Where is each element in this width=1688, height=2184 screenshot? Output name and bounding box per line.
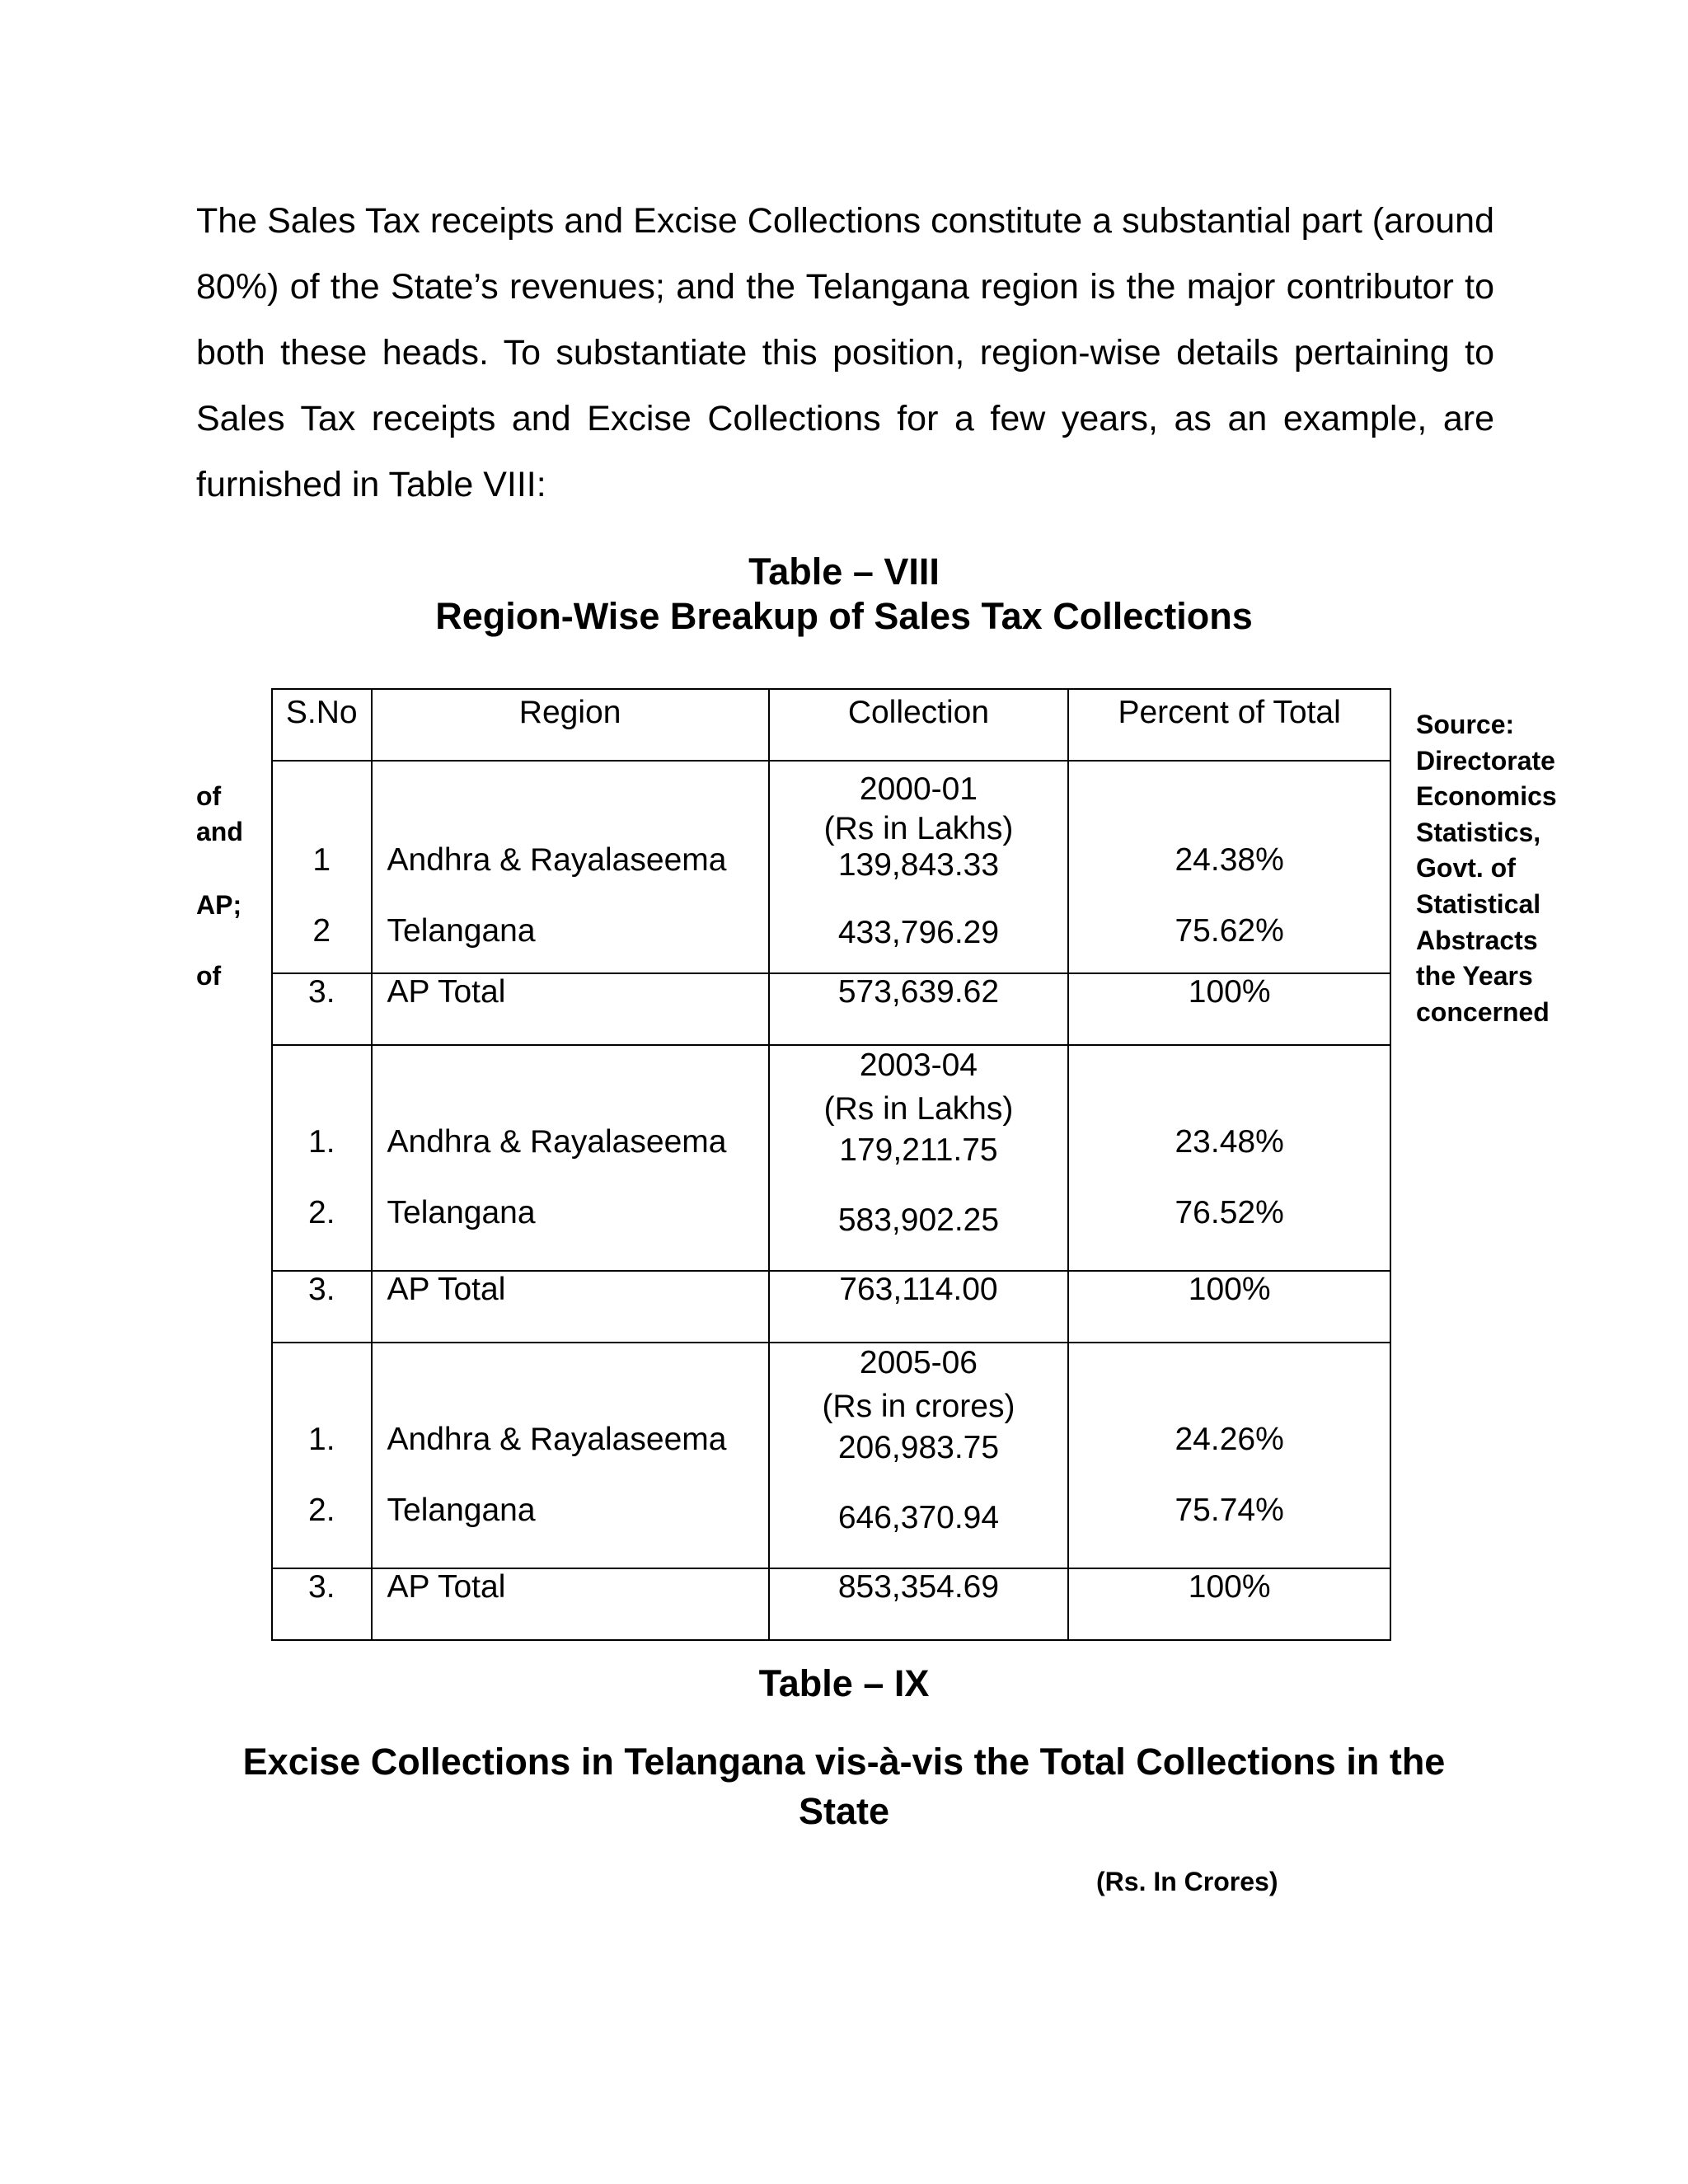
source-line: Economics [1416,781,1557,812]
table-total-row [272,1568,1390,1640]
percent-cell: 100% [1068,1568,1390,1640]
sno-cell: 1. 2. [272,1045,372,1271]
region-cell: AP Total [372,1568,769,1640]
table-total-row [272,973,1390,1045]
header-cell: S.No [272,689,372,761]
source-line: Source: [1416,710,1515,739]
table-total-row [272,1271,1390,1343]
collection-cell: 853,354.69 [769,1568,1069,1640]
collection-cell: 2003-04 (Rs in Lakhs) 179,211.75 583,902.25 [769,1045,1069,1271]
percent-cell: 100% [1068,973,1390,1045]
sno-cell: 3. [272,973,372,1045]
collection-cell: 573,639.62 [769,973,1069,1045]
percent-cell: 100% [1068,1271,1390,1343]
table-row-group [272,1343,1390,1568]
table-viii-label: Table – VIII [748,551,940,593]
source-line: the Years [1416,961,1533,991]
source-note [1416,707,1557,1030]
margin-fragment: AP; [196,890,242,920]
percent-cell: 24.38% 75.62% [1068,761,1390,973]
sales-tax-table [271,688,1391,1641]
collection-cell: 763,114.00 [769,1271,1069,1343]
margin-fragment: of [196,961,222,991]
percent-cell: 24.26% 75.74% [1068,1343,1390,1568]
sno-cell: 1 2 [272,761,372,973]
units-note: (Rs. In Crores) [1096,1867,1278,1896]
sno-cell: 1. 2. [272,1343,372,1568]
percent-cell: 23.48% 76.52% [1068,1045,1390,1271]
margin-fragment: of [196,781,222,811]
source-line: Statistics, [1416,817,1541,847]
source-line: Govt. of [1416,853,1516,883]
table-ix-title-line2: State [798,1790,890,1832]
source-line: Directorate [1416,745,1555,776]
region-cell: Andhra & Rayalaseema Telangana [372,761,769,973]
table-row-group [272,1045,1390,1271]
header-cell: Collection [769,689,1069,761]
collection-cell: 2005-06 (Rs in crores) 206,983.75 646,370.94 [769,1343,1069,1568]
sno-cell: 3. [272,1271,372,1343]
region-cell: Andhra & Rayalaseema Telangana [372,1045,769,1271]
source-line: concerned [1416,996,1550,1027]
table-header-row [272,689,1390,761]
source-line: Statistical [1416,888,1541,919]
region-cell: Andhra & Rayalaseema Telangana [372,1343,769,1568]
sno-cell: 3. [272,1568,372,1640]
table-viii-title: Region-Wise Breakup of Sales Tax Collections [435,595,1253,637]
table-row-group [272,761,1390,973]
margin-fragment: and [196,817,243,846]
region-cell: AP Total [372,973,769,1045]
intro-paragraph: The Sales Tax receipts and Excise Collections constitute a substantial part (around 80%) of the State’s revenues; and the Telangana region is the major contributor to both these heads. To substantiate this position, region-wise details pertaining to Sales Tax receipts and Excise Collections for a few years, as an example, are furnished in Table VIII: [196,201,1494,504]
table-ix-title-line1: Excise Collections in Telangana vis-à-vis the Total Collections in the [242,1741,1446,1783]
header-cell: Percent of Total [1068,689,1390,761]
collection-cell: 2000-01 (Rs in Lakhs) 139,843.33 433,796.29 [769,761,1069,973]
header-cell: Region [372,689,769,761]
source-line: Abstracts [1416,925,1538,955]
region-cell: AP Total [372,1271,769,1343]
table-ix-label: Table – IX [758,1662,930,1704]
